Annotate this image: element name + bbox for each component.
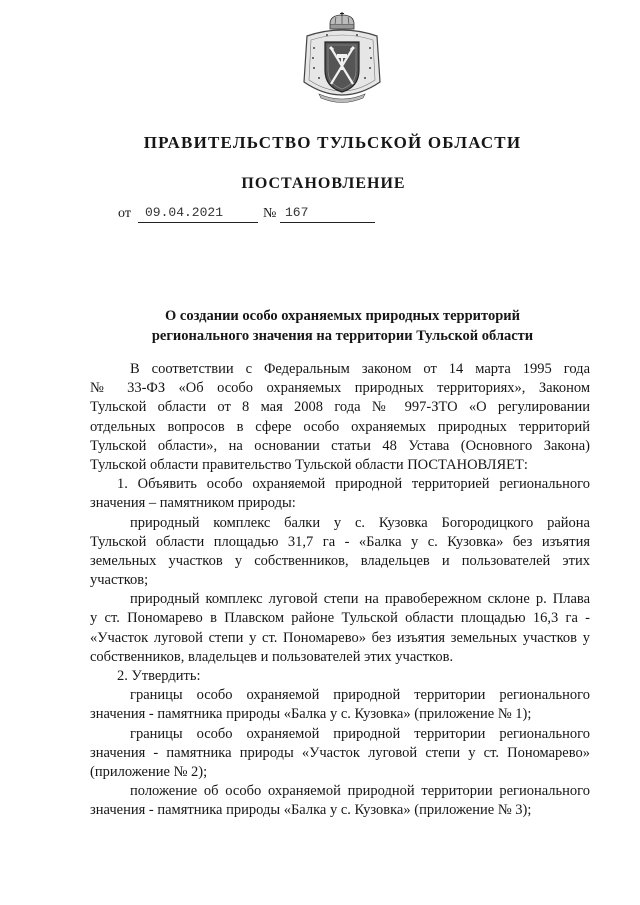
body-line: 1. Объявить особо охраняемой природной территорией регионального bbox=[117, 476, 590, 493]
body-line: значения - памятника природы «Балка у с. Кузовка» (приложение № 1); bbox=[90, 706, 532, 723]
paragraph-kuzovka-complex bbox=[90, 514, 590, 591]
paragraph-item-1 bbox=[90, 475, 590, 513]
paragraph-item-2 bbox=[90, 667, 590, 686]
body-line: (приложение № 2); bbox=[90, 763, 208, 780]
body-line: границы особо охраняемой природной территории регионального bbox=[130, 687, 590, 704]
document-date: 09.04.2021 bbox=[138, 204, 258, 223]
body-line: участков; bbox=[90, 572, 149, 589]
body-line: Тульской области», на основании статьи 48 Устава (Основного Закона) bbox=[90, 437, 590, 454]
body-line: отдельных вопросов в сфере особо охраняемых природных территорий bbox=[90, 418, 590, 435]
title-line: О создании особо охраняемых природных территорий bbox=[164, 308, 520, 324]
body-line: границы особо охраняемой природной территории регионального bbox=[130, 725, 590, 742]
date-prefix: от bbox=[118, 206, 131, 221]
body-line: положение об особо охраняемой природной территории регионального bbox=[130, 783, 590, 800]
document-body bbox=[90, 360, 590, 821]
body-line: 2. Утвердить: bbox=[117, 668, 201, 684]
paragraph-ponomarevo-complex bbox=[90, 590, 590, 667]
paragraph-appendix-1 bbox=[90, 686, 590, 724]
body-line: № 33-ФЗ «Об особо охраняемых природных территориях», Законом bbox=[90, 380, 590, 397]
paragraph-appendix-2 bbox=[90, 725, 590, 783]
body-line: собственников, владельцев и пользователей этих участков. bbox=[90, 648, 454, 665]
body-line: значения - памятника природы «Участок луговой степи у ст. Пономарево» bbox=[90, 744, 590, 761]
date-number-line bbox=[118, 204, 375, 223]
body-line: значения – памятником природы: bbox=[90, 495, 296, 512]
body-line: В соответствии с Федеральным законом от 14 марта 1995 года bbox=[130, 361, 590, 377]
paragraph-preamble bbox=[90, 360, 590, 475]
organization-name: ПРАВИТЕЛЬСТВО ТУЛЬСКОЙ ОБЛАСТИ bbox=[143, 133, 522, 152]
number-sign: № bbox=[263, 206, 277, 221]
document-number: 167 bbox=[280, 204, 375, 223]
body-line: Тульской области площадью 31,7 га - «Балка у с. Кузовка» без изъятия bbox=[90, 533, 590, 550]
body-line: у ст. Пономарево в Плавском районе Тульской области площадью 16,3 га - bbox=[90, 610, 590, 627]
body-line: природный комплекс луговой степи на правобережном склоне р. Плава bbox=[130, 591, 590, 608]
body-line: Тульской области правительство Тульской области ПОСТАНОВЛЯЕТ: bbox=[90, 456, 528, 473]
body-line: значения - памятника природы «Балка у с. Кузовка» (приложение № 3); bbox=[90, 802, 532, 819]
body-line: земельных участков у собственников, владельцев и пользователей этих bbox=[90, 552, 590, 569]
body-line: Тульской области от 8 мая 2008 года № 997-ЗТО «О регулировании bbox=[90, 399, 590, 416]
coat-of-arms-image bbox=[297, 12, 387, 104]
document-title bbox=[90, 307, 595, 346]
body-line: «Участок луговой степи у ст. Пономарево» без изъятия земельных участков у bbox=[90, 629, 590, 646]
paragraph-appendix-3 bbox=[90, 782, 590, 820]
document-type: ПОСТАНОВЛЕНИЕ bbox=[241, 175, 406, 192]
title-line: регионального значения на территории Тульской области bbox=[151, 327, 534, 344]
body-line: природный комплекс балки у с. Кузовка Богородицкого района bbox=[130, 514, 590, 531]
